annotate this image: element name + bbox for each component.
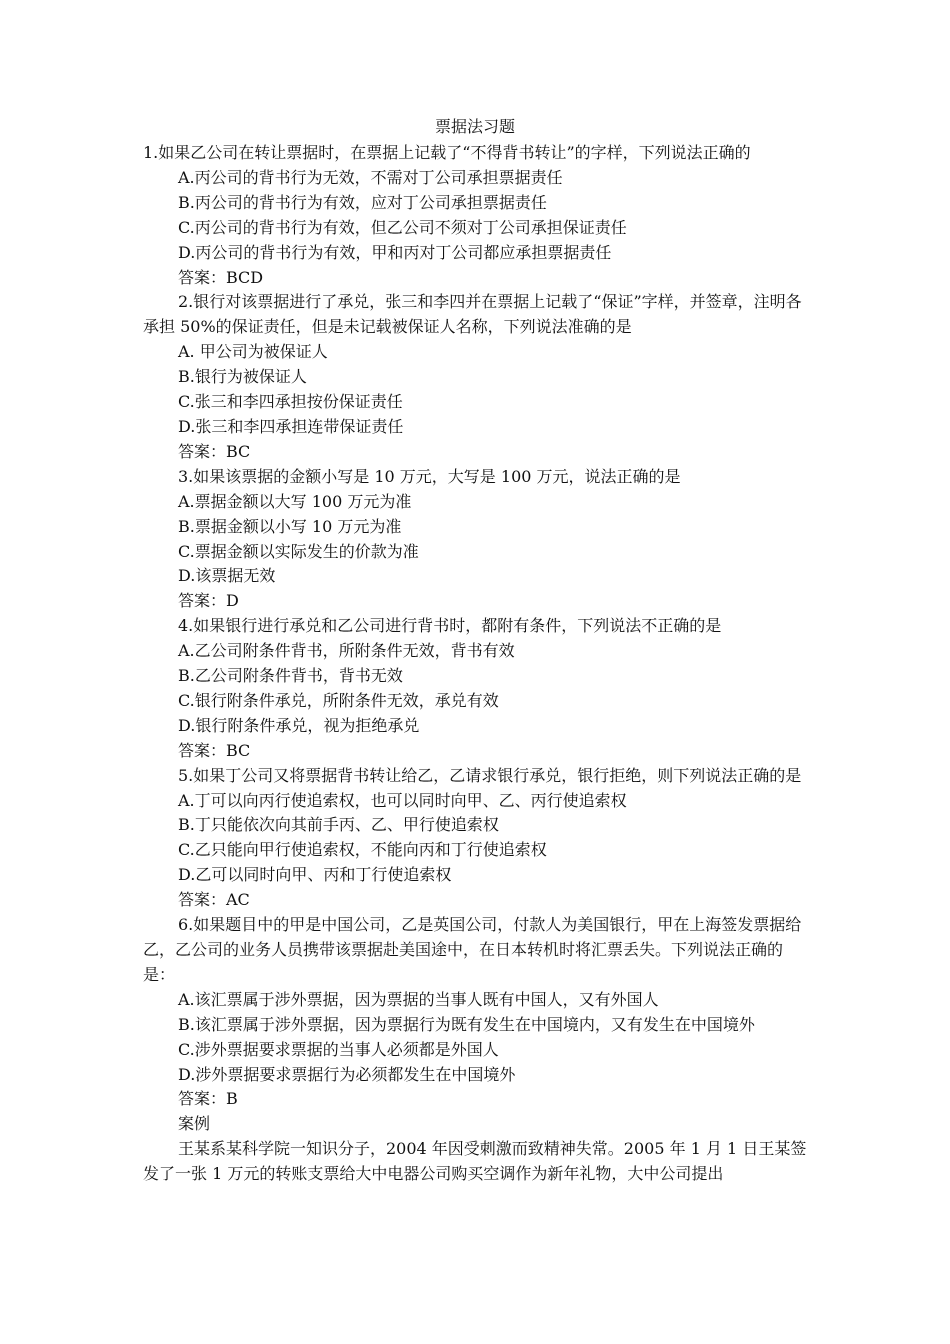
- question-5-option-c: C.乙只能向甲行使追索权，不能向丙和丁行使追索权: [178, 840, 547, 860]
- question-4-stem: 4.如果银行进行承兑和乙公司进行背书时，都附有条件，下列说法不正确的是: [178, 616, 722, 636]
- question-6-option-d: D.涉外票据要求票据行为必须都发生在中国境外: [178, 1064, 516, 1084]
- question-1-option-c: C.丙公司的背书行为有效，但乙公司不须对丁公司承担保证责任: [178, 217, 627, 237]
- question-3-option-d: D.该票据无效: [178, 566, 276, 586]
- question-6-option-b: B.该汇票属于涉外票据，因为票据行为既有发生在中国境内，又有发生在中国境外: [178, 1014, 755, 1034]
- question-5-stem: 5.如果丁公司又将票据背书转让给乙，乙请求银行承兑，银行拒绝，则下列说法正确的是: [178, 765, 802, 785]
- question-6-answer: 答案：B: [178, 1089, 238, 1109]
- question-2-stem: 2.银行对该票据进行了承兑，张三和李四并在票据上记载了“保证”字样，并签章，注明各承担 50%的保证责任，但是未记载被保证人名称，下列说法准确的是: [143, 292, 802, 337]
- question-4-answer: 答案：BC: [178, 740, 251, 760]
- question-3-stem: 3.如果该票据的金额小写是 10 万元，大写是 100 万元，说法正确的是: [178, 466, 681, 486]
- question-3-option-b: B.票据金额以小写 10 万元为准: [178, 516, 402, 536]
- question-2-option-d: D.张三和李四承担连带保证责任: [178, 416, 404, 436]
- question-5-option-b: B.丁只能依次向其前手丙、乙、甲行使追索权: [178, 815, 499, 835]
- question-1-option-b: B.丙公司的背书行为有效，应对丁公司承担票据责任: [178, 192, 547, 212]
- question-2-option-c: C.张三和李四承担按份保证责任: [178, 392, 403, 412]
- question-4-option-c: C.银行附条件承兑，所附条件无效，承兑有效: [178, 690, 499, 710]
- question-2-answer: 答案：BC: [178, 441, 251, 461]
- question-6-stem: 6.如果题目中的甲是中国公司，乙是英国公司，付款人为美国银行，甲在上海签发票据给乙，乙公司的业务人员携带该票据赴美国途中，在日本转机时将汇票丢失。下列说法正确的是：: [143, 915, 802, 984]
- question-4-option-a: A.乙公司附条件背书，所附条件无效，背书有效: [178, 641, 515, 661]
- question-3-option-c: C.票据金额以实际发生的价款为准: [178, 541, 419, 561]
- question-3-option-a: A.票据金额以大写 100 万元为准: [178, 491, 412, 511]
- case-text: 王某系某科学院一知识分子，2004 年因受刺激而致精神失常。2005 年 1 月 1 日王某签发了一张 1 万元的转账支票给大中电器公司购买空调作为新年礼物，大中公司提出: [143, 1139, 807, 1184]
- question-3-answer: 答案：D: [178, 591, 239, 611]
- question-2-option-b: B.银行为被保证人: [178, 367, 307, 387]
- document-body: [143, 141, 808, 1187]
- question-1-stem: 1.如果乙公司在转让票据时，在票据上记载了“不得背书转让”的字样，下列说法正确的: [143, 143, 751, 162]
- question-4-option-b: B.乙公司附条件背书，背书无效: [178, 666, 403, 686]
- question-1-answer: 答案：BCD: [178, 267, 264, 287]
- question-4-option-d: D.银行附条件承兑，视为拒绝承兑: [178, 715, 420, 735]
- case-heading: 案例: [178, 1114, 211, 1134]
- question-1-option-a: A.丙公司的背书行为无效，不需对丁公司承担票据责任: [178, 167, 563, 187]
- question-1-option-d: D.丙公司的背书行为有效，甲和丙对丁公司都应承担票据责任: [178, 242, 612, 262]
- question-5-answer: 答案：AC: [178, 890, 250, 910]
- question-5-option-a: A.丁可以向丙行使追索权，也可以同时向甲、乙、丙行使追索权: [178, 790, 627, 810]
- question-6-option-a: A.该汇票属于涉外票据，因为票据的当事人既有中国人，又有外国人: [178, 989, 659, 1009]
- question-6-option-c: C.涉外票据要求票据的当事人必须都是外国人: [178, 1039, 499, 1059]
- question-2-option-a: A. 甲公司为被保证人: [178, 342, 328, 362]
- question-5-option-d: D.乙可以同时向甲、丙和丁行使追索权: [178, 865, 452, 885]
- page-title: 票据法习题: [434, 117, 515, 136]
